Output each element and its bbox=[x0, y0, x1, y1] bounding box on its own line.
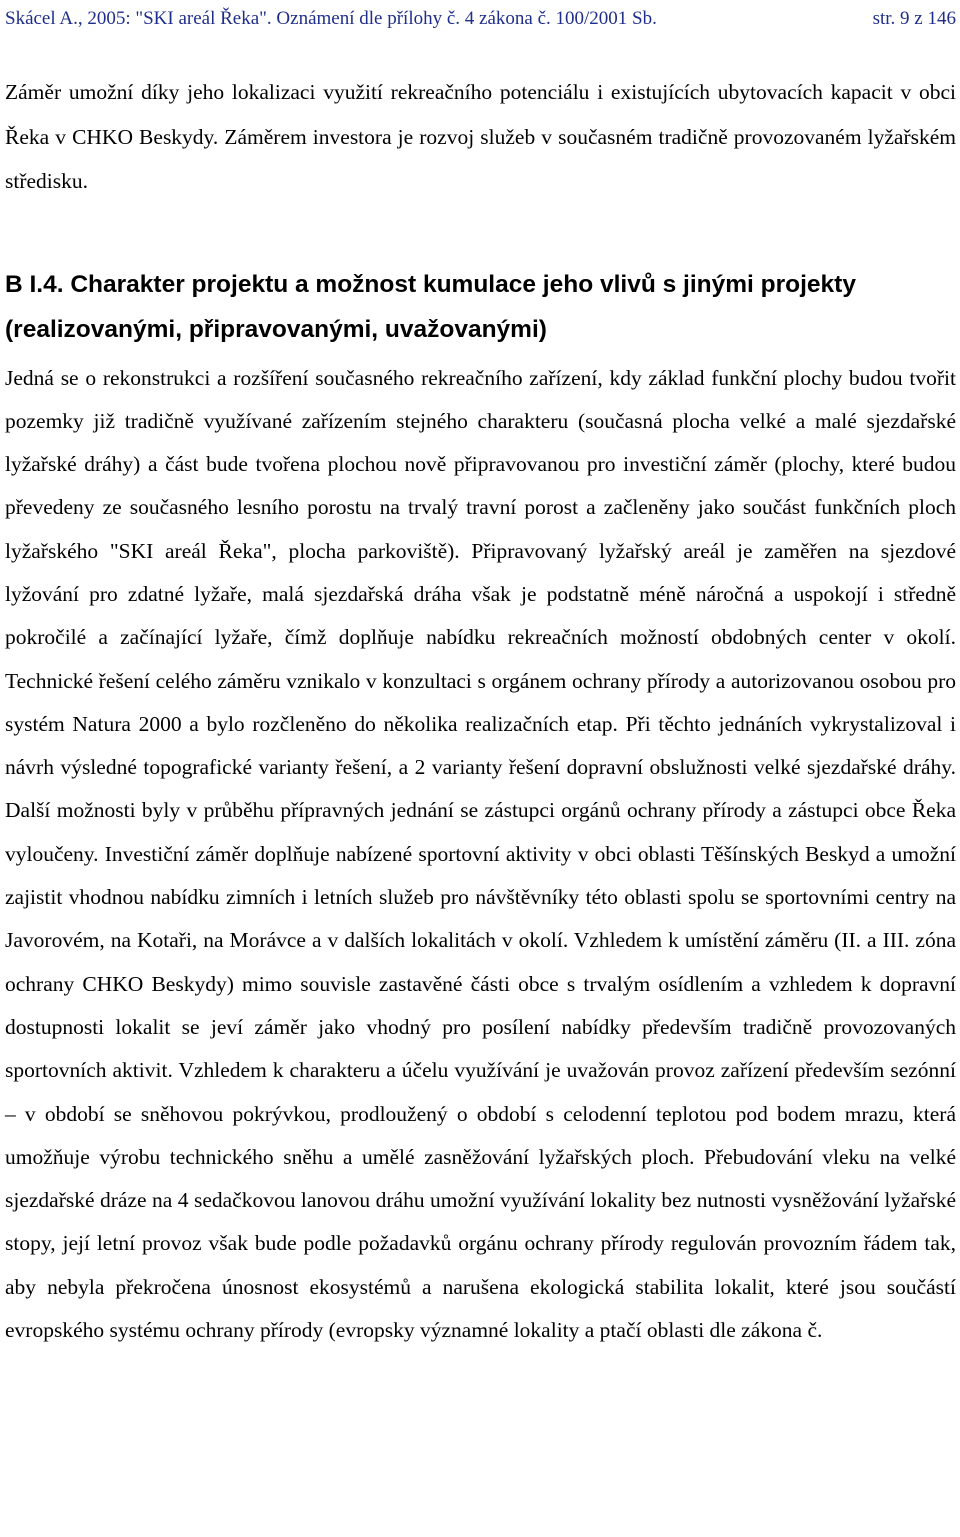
running-header bbox=[5, 0, 956, 32]
intro-paragraph: Záměr umožní díky jeho lokalizaci využití rekreačního potenciálu i existujících ubytovacích kapacit v obci Řeka v CHKO Beskydy. Záměrem investora je rozvoj služeb v současném tradičně provozovaném lyžařském středisku. bbox=[5, 80, 956, 193]
section-body-paragraph: Jedná se o rekonstrukci a rozšíření současného rekreačního zařízení, kdy základ funkční plochy budou tvořit pozemky již tradičně využívané zařízením stejného charakteru (současná plocha velké a malé sjezdařské lyžařské dráhy) a část bude tvořena plochou nově připravovanou pro investiční záměr (plochy, které budou převedeny ze současného lesního porostu na trvalý travní porost a začleněny jako součást funkčních ploch lyžařského "SKI areál Řeka", plocha parkoviště). Připravovaný lyžařský areál je zaměřen na sjezdové lyžování pro zdatné lyžaře, malá sjezdařská dráha však je podstatně méně náročná a uspokojí i středně pokročilé a začínající lyžaře, čímž doplňuje nabídku rekreačních možností obdobných center v okolí. Technické řešení celého záměru vznikalo v konzultaci s orgánem ochrany přírody a autorizovanou osobou pro systém Natura 2000 a bylo rozčleněno do několika realizačních etap. Při těchto jednáních vykrystalizoval i návrh výsledné topografické varianty řešení, a 2 varianty řešení dopravní obslužnosti velké sjezdařské dráhy. Další možnosti byly v průběhu přípravných jednání se zástupci orgánů ochrany přírody a zástupci obce Řeka vyloučeny. Investiční záměr doplňuje nabízené sportovní aktivity v obci oblasti Těšínských Beskyd a umožní zajistit vhodnou nabídku zimních i letních služeb pro návštěvníky této oblasti spolu se sportovními centry na Javorovém, na Kotaři, na Morávce a v dalších lokalitách v okolí. Vzhledem k umístění záměru (II. a III. zóna ochrany CHKO Beskydy) mimo souvisle zastavěné části obce s trvalým osídlením a vzhledem k dopravní dostupnosti lokalit se jeví záměr jako vhodný pro posílení nabídky především tradičně provozovaných sportovních aktivit. Vzhledem k charakteru a účelu využívání je uvažován provoz zařízení především sezónní – v období se sněhovou pokrývkou, prodloužený o období s celodenní teplotou pod bodem mrazu, která umožňuje výrobu technického sněhu a umělé zasněžování lyžařských ploch. Přebudování vleku na velké sjezdařské dráze na 4 sedačkovou lanovou dráhu umožní využívání lokality bez nutnosti vysněžování lyžařské stopy, její letní provoz však bude podle požadavků orgánu ochrany přírody regulován provozním řádem tak, aby nebyla překročena únosnost ekosystémů a narušena ekologická stabilita lokalit, které jsou součástí evropského systému ochrany přírody (evropsky významné lokality a ptačí oblasti dle zákona č. bbox=[5, 365, 956, 1343]
header-citation: Skácel A., 2005: "SKI areál Řeka". Oznámení dle přílohy č. 4 zákona č. 100/2001 Sb. bbox=[5, 8, 657, 29]
document-page bbox=[5, 0, 956, 1352]
section-heading: B I.4. Charakter projektu a možnost kumulace jeho vlivů s jinými projekty (realizovanými, připravovanými, uvažovanými) bbox=[5, 270, 856, 343]
page-number: str. 9 z 146 bbox=[872, 8, 956, 29]
